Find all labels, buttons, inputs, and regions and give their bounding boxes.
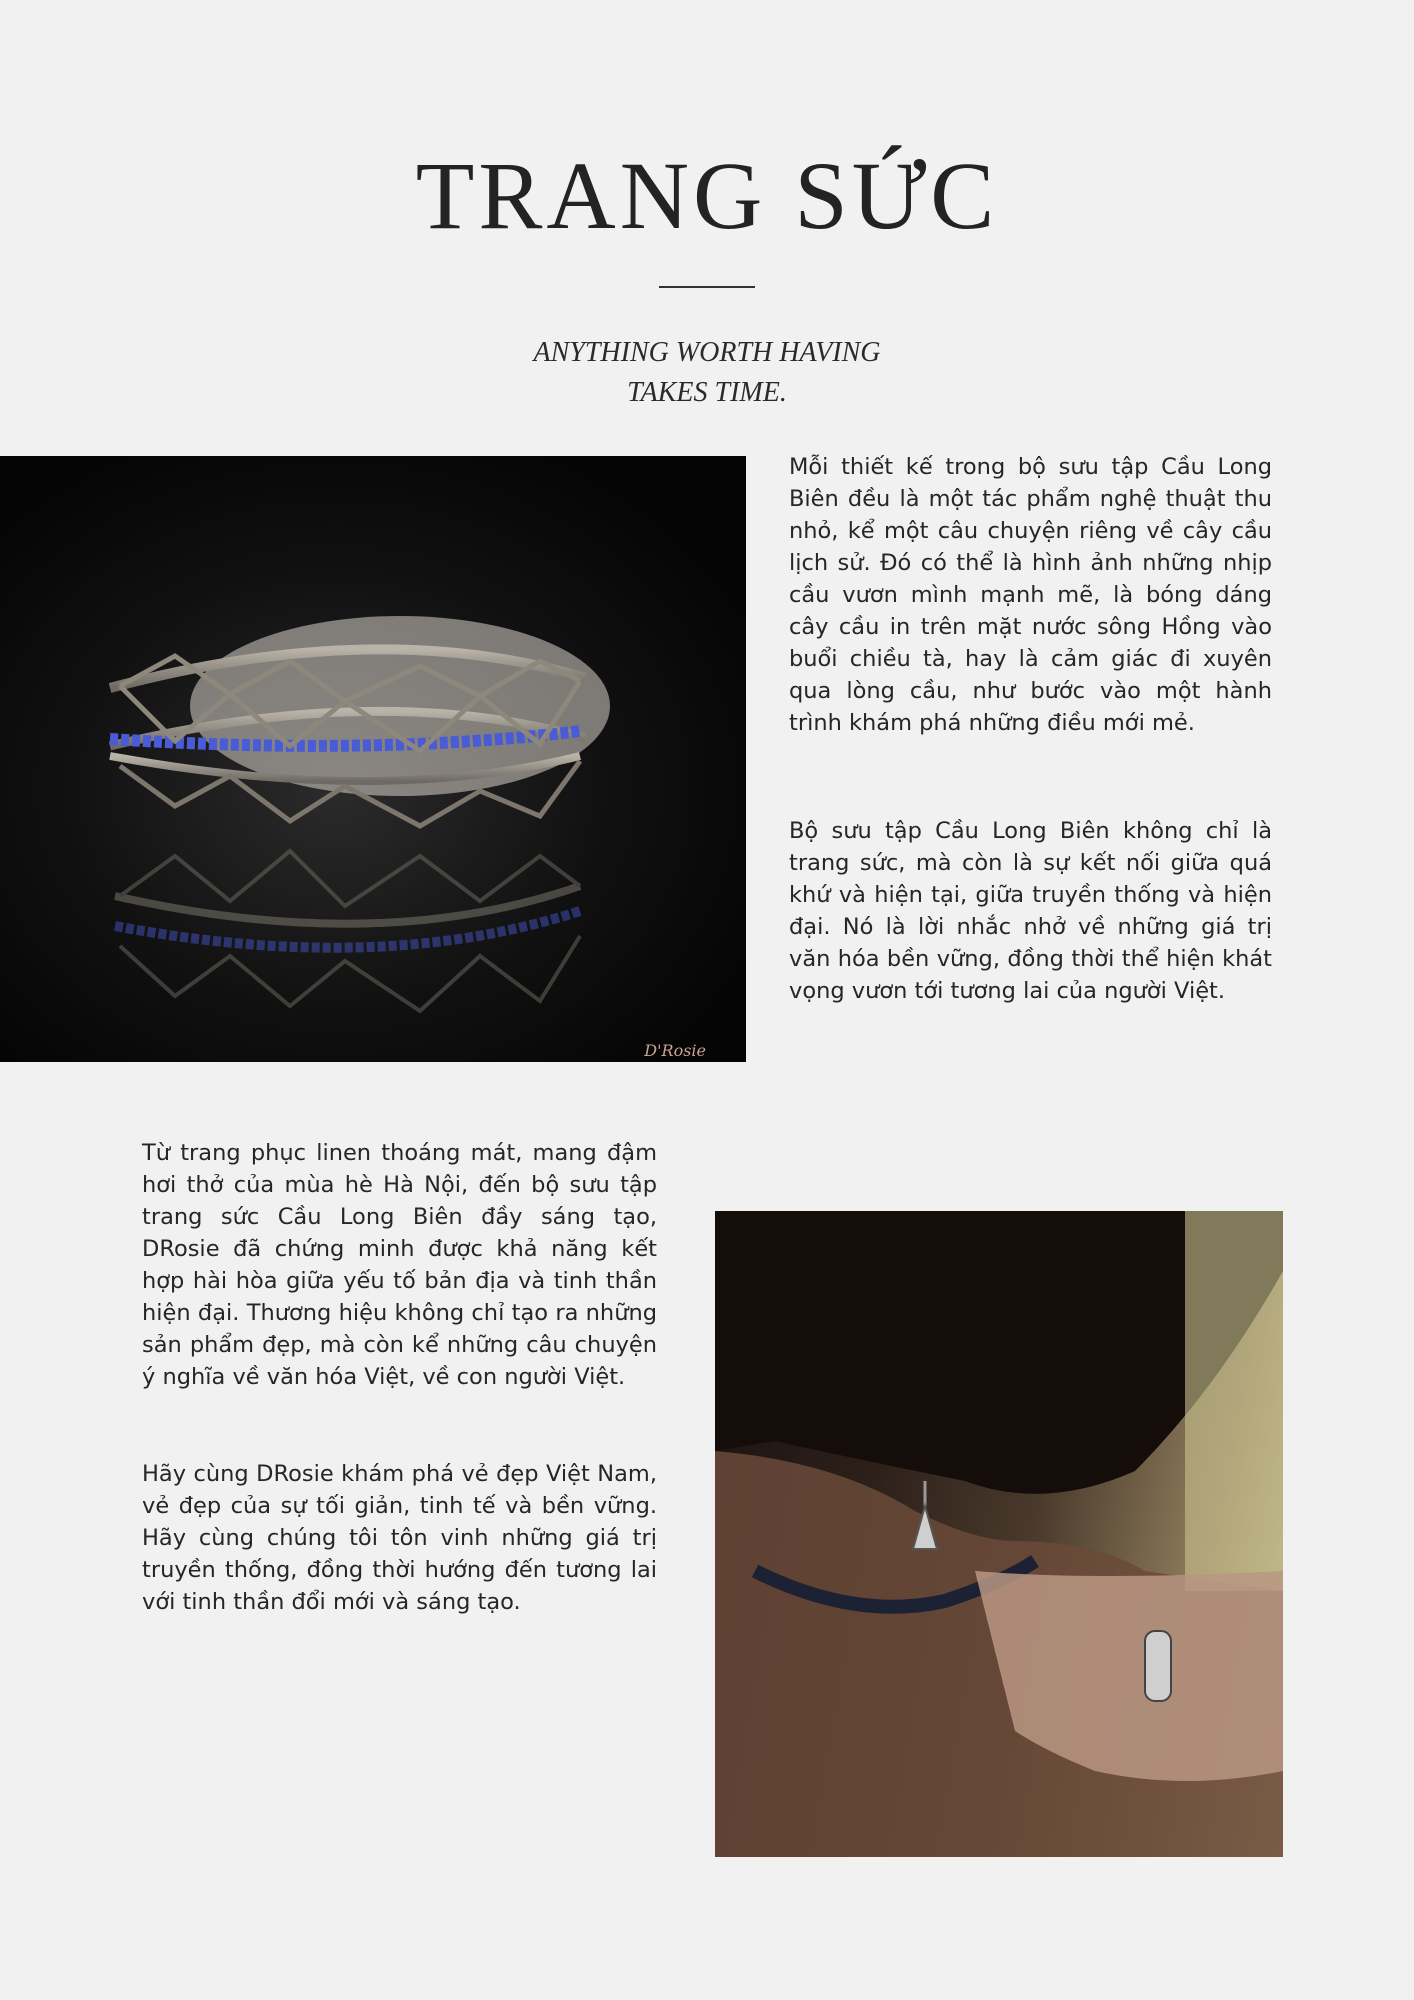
model-illustration [715, 1211, 1283, 1857]
bracelet-illustration [0, 456, 746, 1062]
paragraph-call-to-action: Hãy cùng DRosie khám phá vẻ đẹp Việt Nam, vẻ đẹp của sự tối giản, tinh tế và bền vững. Hãy cùng chúng tôi tôn vinh những giá trị truyền thống, đồng thời hướng đến tương lai với tinh thần đổi mới và sáng tạo. [142, 1461, 657, 1615]
title-divider [659, 286, 755, 288]
tagline-line-2: TAKES TIME. [627, 377, 787, 408]
model-earring-photo [715, 1211, 1283, 1857]
page-title: TRANG SỨC [415, 142, 999, 249]
paragraph-collection-intro: Mỗi thiết kế trong bộ sưu tập Cầu Long Biên đều là một tác phẩm nghệ thuật thu nhỏ, kể một câu chuyện riêng về cây cầu lịch sử. Đó có thể là hình ảnh những nhịp cầu vươn mình mạnh mẽ, là bóng dáng cây cầu in trên mặt nước sông Hồng vào buổi chiều tà, hay là cảm giác đi xuyên qua lòng cầu, như bước vào một hành trình khám phá những điều mới mẻ. [789, 454, 1272, 736]
tagline-line-1: ANYTHING WORTH HAVING [533, 337, 881, 368]
bracelet-photo [0, 456, 746, 1062]
photo-watermark: D'Rosie [644, 1041, 706, 1060]
paragraph-collection-meaning: Bộ sưu tập Cầu Long Biên không chỉ là trang sức, mà còn là sự kết nối giữa quá khứ và hiện tại, giữa truyền thống và hiện đại. Nó là lời nhắc nhở về những giá trị văn hóa bền vững, đồng thời thể hiện khát vọng vươn tới tương lai của người Việt. [789, 818, 1272, 1004]
tagline [0, 333, 1414, 413]
paragraph-brand-story: Từ trang phục linen thoáng mát, mang đậm hơi thở của mùa hè Hà Nội, đến bộ sưu tập trang sức Cầu Long Biên đầy sáng tạo, DRosie đã chứng minh được khả năng kết hợp hài hòa giữa yếu tố bản địa và tinh thần hiện đại. Thương hiệu không chỉ tạo ra những sản phẩm đẹp, mà còn kể những câu chuyện ý nghĩa về văn hóa Việt, về con người Việt. [142, 1140, 657, 1390]
